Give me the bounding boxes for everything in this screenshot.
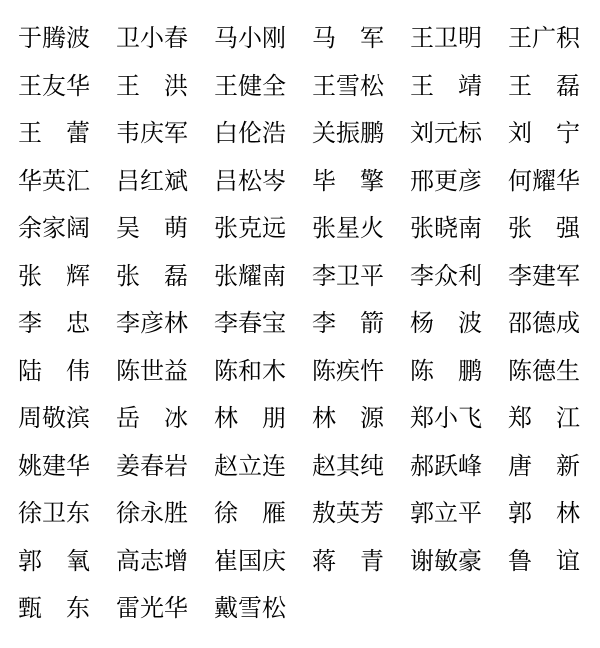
- person-name: 郑小飞: [410, 405, 482, 433]
- person-name: 李春宝: [214, 310, 286, 338]
- person-name: 张 辉: [18, 262, 90, 290]
- person-name: 邵德成: [508, 310, 580, 338]
- person-name: 张晓南: [410, 215, 482, 243]
- person-name: 谢敏豪: [410, 547, 482, 575]
- person-name: 李建军: [508, 262, 580, 290]
- person-name: 崔国庆: [214, 547, 286, 575]
- person-name: 张 磊: [116, 262, 188, 290]
- person-name: 李 箭: [312, 310, 384, 338]
- person-name: 毕 擎: [312, 167, 384, 195]
- person-name: 王 靖: [410, 72, 482, 100]
- person-name: 陆 伟: [18, 357, 90, 385]
- person-name: 李众利: [410, 262, 482, 290]
- person-name: 白伦浩: [214, 120, 286, 148]
- person-name: 李彦林: [116, 310, 188, 338]
- person-name: 王卫明: [410, 25, 482, 53]
- person-name: 王雪松: [312, 72, 384, 100]
- person-name: 陈和木: [214, 357, 286, 385]
- person-name: 马 军: [312, 25, 384, 53]
- person-name: 马小刚: [214, 25, 286, 53]
- person-name: 徐永胜: [116, 500, 188, 528]
- person-name: 何耀华: [508, 167, 580, 195]
- person-name: 张星火: [312, 215, 384, 243]
- person-name: 李 忠: [18, 310, 90, 338]
- person-name: 关振鹏: [312, 120, 384, 148]
- person-name: 张 强: [508, 215, 580, 243]
- person-name: 于腾波: [18, 25, 90, 53]
- person-name: 陈 鹏: [410, 357, 482, 385]
- person-name: 郭立平: [410, 500, 482, 528]
- person-name: 赵其纯: [312, 452, 384, 480]
- person-name: 吕红斌: [116, 167, 188, 195]
- person-name: 张克远: [214, 215, 286, 243]
- person-name: 林 源: [312, 405, 384, 433]
- person-name: 王 磊: [508, 72, 580, 100]
- person-name: 王健全: [214, 72, 286, 100]
- person-name: 郑 江: [508, 405, 580, 433]
- person-name: 李卫平: [312, 262, 384, 290]
- person-name: 吕松岑: [214, 167, 286, 195]
- person-name: 赵立连: [214, 452, 286, 480]
- person-name: 徐卫东: [18, 500, 90, 528]
- person-name: 王友华: [18, 72, 90, 100]
- person-name: 蒋 青: [312, 547, 384, 575]
- person-name: 岳 冰: [116, 405, 188, 433]
- person-name: 韦庆军: [116, 120, 188, 148]
- person-name: 郝跃峰: [410, 452, 482, 480]
- person-name: 姜春岩: [116, 452, 188, 480]
- person-name: 余家阔: [18, 215, 90, 243]
- person-name: 雷光华: [116, 595, 188, 623]
- person-name: 林 朋: [214, 405, 286, 433]
- person-name: 郭 林: [508, 500, 580, 528]
- person-name: 唐 新: [508, 452, 580, 480]
- person-name: 甄 东: [18, 595, 90, 623]
- person-name: 姚建华: [18, 452, 90, 480]
- person-name: 吴 萌: [116, 215, 188, 243]
- person-name: 卫小春: [116, 25, 188, 53]
- person-name: 周敬滨: [18, 405, 90, 433]
- person-name: 徐 雁: [214, 500, 286, 528]
- person-name: 陈疾忤: [312, 357, 384, 385]
- person-name: 陈世益: [116, 357, 188, 385]
- person-name: 王 洪: [116, 72, 188, 100]
- person-name: 陈德生: [508, 357, 580, 385]
- person-name: 张耀南: [214, 262, 286, 290]
- person-name: 鲁 谊: [508, 547, 580, 575]
- person-name: 刘 宁: [508, 120, 580, 148]
- person-name: 杨 波: [410, 310, 482, 338]
- person-name: 敖英芳: [312, 500, 384, 528]
- person-name: 华英汇: [18, 167, 90, 195]
- person-name: 高志增: [116, 547, 188, 575]
- person-name: 戴雪松: [214, 595, 286, 623]
- person-name: 王广积: [508, 25, 580, 53]
- name-grid: [18, 12, 582, 630]
- person-name: 郭 氧: [18, 547, 90, 575]
- person-name: 王 蕾: [18, 120, 90, 148]
- person-name: 刘元标: [410, 120, 482, 148]
- person-name: 邢更彦: [410, 167, 482, 195]
